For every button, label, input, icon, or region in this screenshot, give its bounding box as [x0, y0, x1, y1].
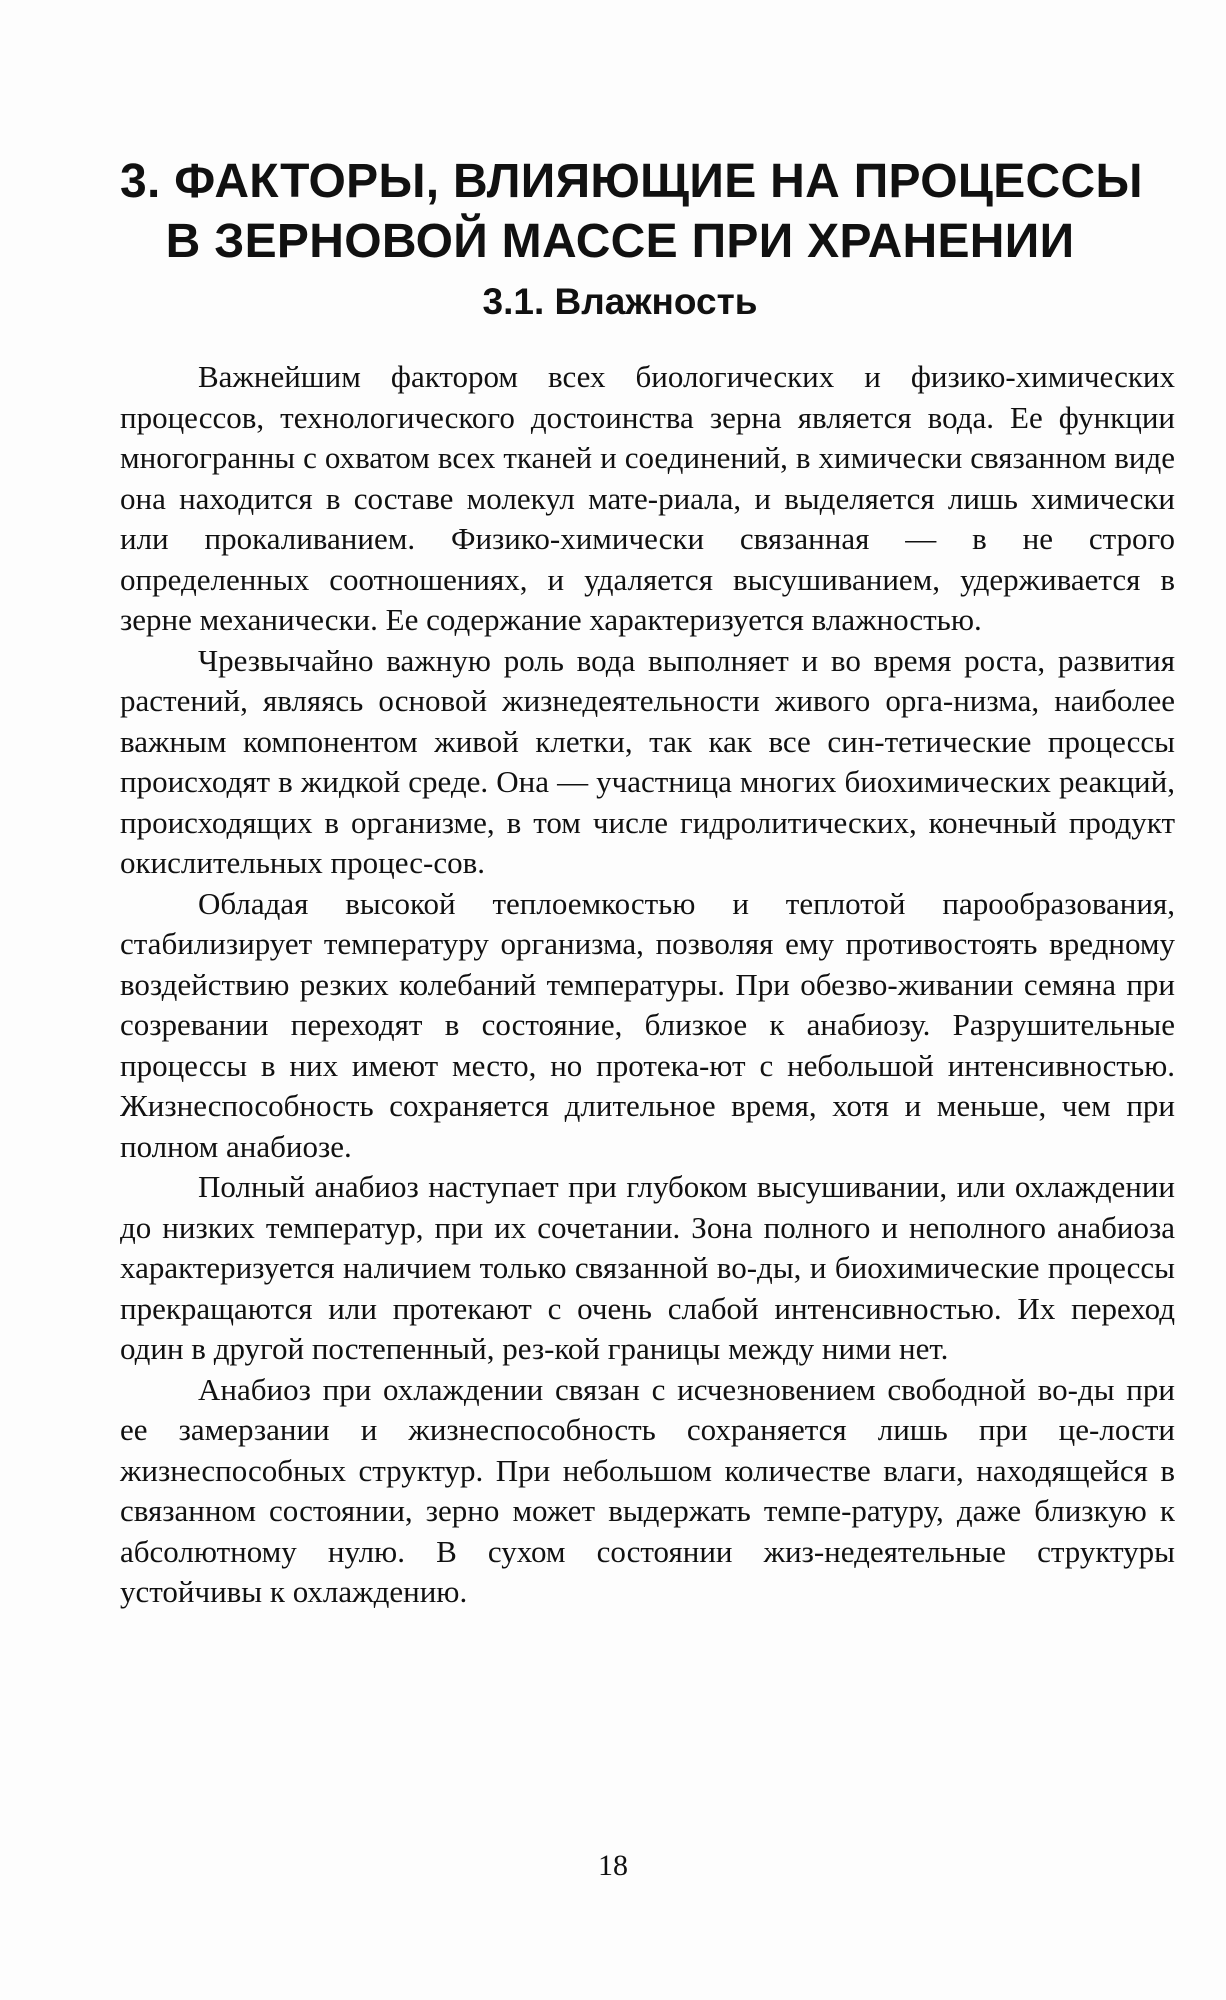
section-title: 3.1. Влажность [482, 281, 758, 322]
paragraph: Важнейшим фактором всех биологических и физико-химических процессов, технологического достоинства зерна является вода. Ее функции многогранны с охватом всех тканей и соединений, в химически связанном виде она находится в составе молекул мате-риала, и выделяется лишь химически или прокаливанием. Физико-химически связанная — в не строго определенных соотношениях, и удаляется высушиванием, удерживается в зерне механически. Ее содержание характеризуется влажностью. [120, 359, 1175, 637]
paragraph: Полный анабиоз наступает при глубоком высушивании, или охлаждении до низких температур, при их сочетании. Зона полного и неполного анабиоза характеризуется наличием только связанной во-ды, и биохимические процессы прекращаются или протекают с очень слабой интенсивностью. Их переход один в другой постепенный, рез-кой границы между ними нет. [120, 1169, 1175, 1366]
chapter-title [120, 152, 1143, 272]
chapter-title-line-1: 3. ФАКТОРЫ, ВЛИЯЮЩИЕ НА ПРОЦЕССЫ [120, 155, 1143, 208]
paragraph: Обладая высокой теплоемкостью и теплотой парообразования, стабилизирует температуру организма, позволяя ему противостоять вредному воздействию резких колебаний температуры. При обезво-живании семяна при созревании переходят в состояние, близкое к анабиозу. Разрушительные процессы в них имеют место, но протека-ют с небольшой интенсивностью. Жизнеспособность сохраняется длительное время, хотя и меньше, чем при полном анабиозе. [120, 885, 1175, 1164]
body-text [120, 357, 1175, 1613]
page-number: 18 [598, 1849, 628, 1882]
chapter-title-line-2: В ЗЕРНОВОЙ МАССЕ ПРИ ХРАНЕНИИ [165, 215, 1075, 268]
paragraph: Чрезвычайно важную роль вода выполняет и во время роста, развития растений, являясь основой жизнедеятельности живого орга-низма, наиболее важным компонентом живой клетки, так как все син-тетические процессы происходят в жидкой среде. Она — участница многих биохимических реакций, происходящих в организме, в том числе гидролитических, конечный продукт окислительных процес-сов. [120, 642, 1175, 880]
paragraph: Анабиоз при охлаждении связан с исчезновением свободной во-ды при ее замерзании и жизнеспособность сохраняется лишь при це-лости жизнеспособных структур. При небольшом количестве влаги, находящейся в связанном состоянии, зерно может выдержать темпе-ратуру, даже близкую к абсолютному нулю. В сухом состоянии жиз-недеятельные структуры устойчивы к охлаждению. [120, 1371, 1175, 1609]
